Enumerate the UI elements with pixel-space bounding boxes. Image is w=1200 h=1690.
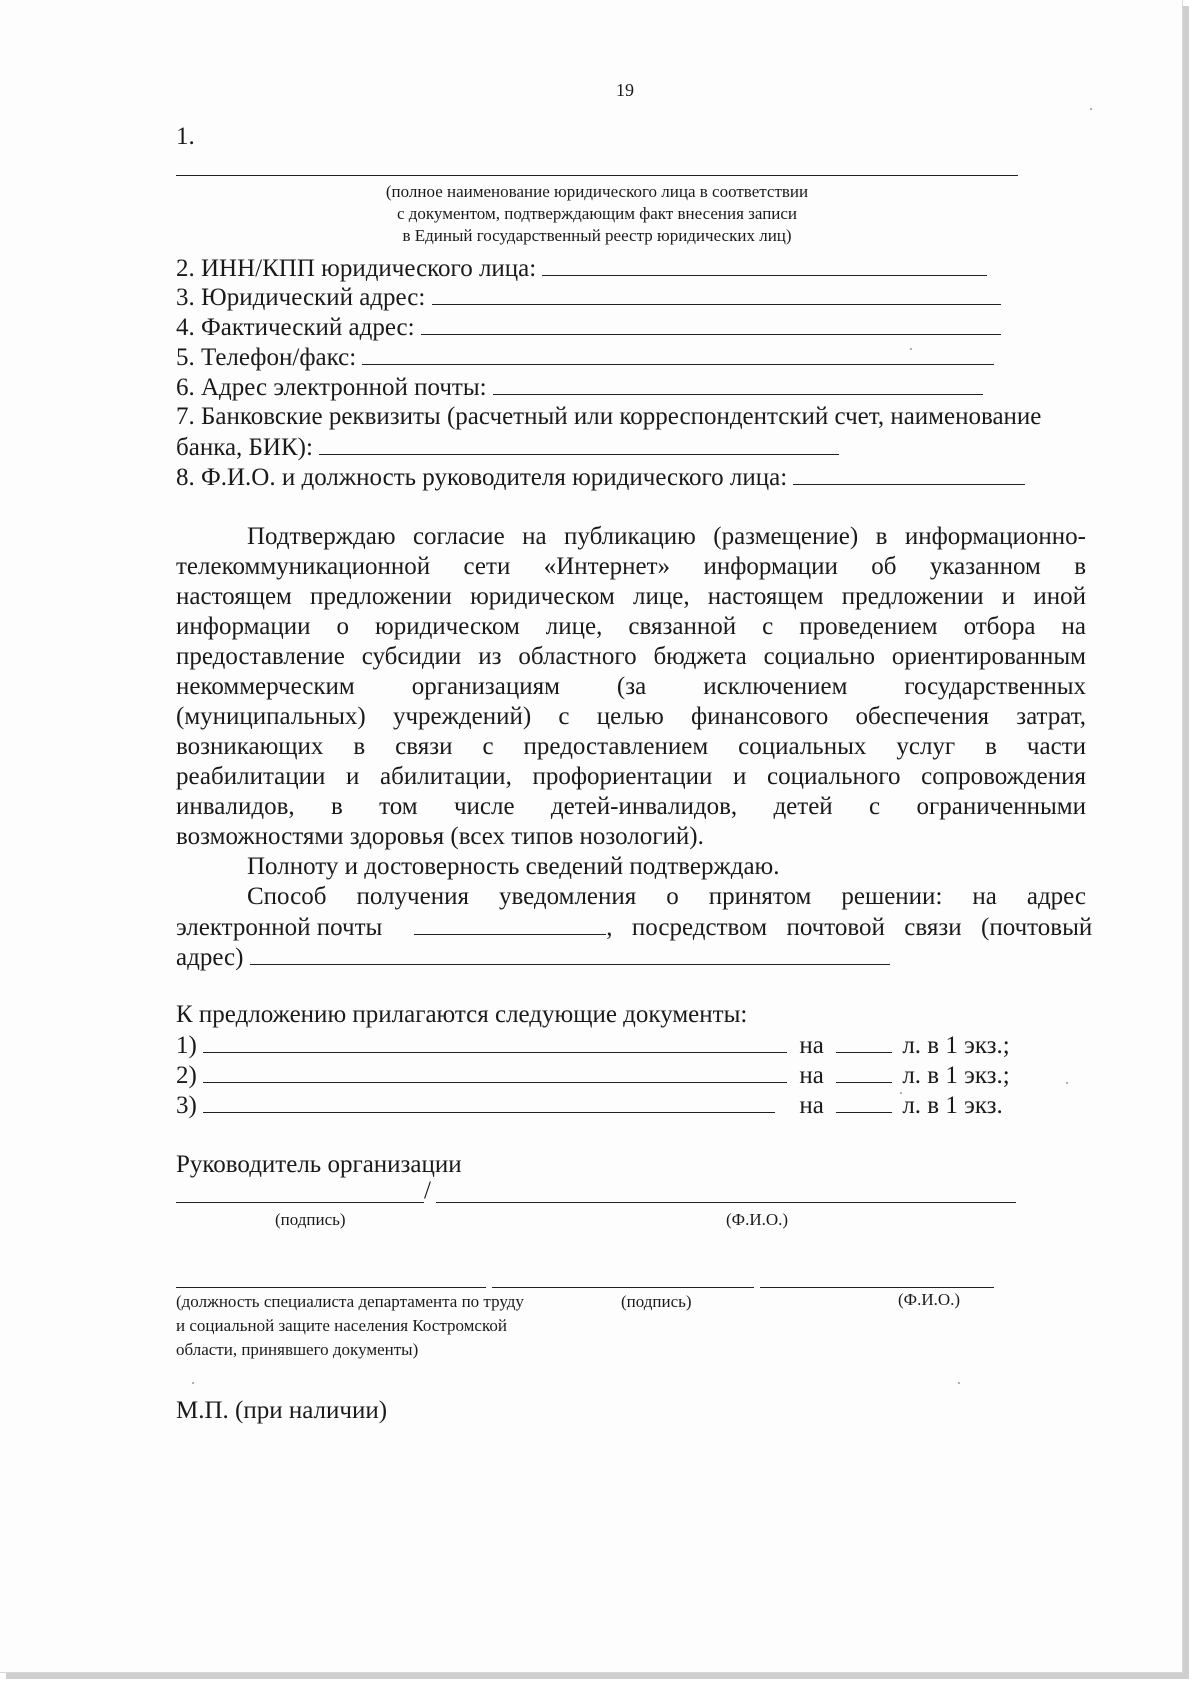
consent-line: настоящем предложении юридическом лице, настоящем предложении и иной (176, 583, 1086, 610)
consent-line-last: возможностями здоровья (всех типов нозологий). (176, 823, 704, 850)
scan-speck (900, 1092, 902, 1094)
consent-line: телекоммуникационной сети «Интернет» информации об указанном в (176, 553, 1086, 580)
attachments-heading: К предложению прилагаются следующие документы: (176, 1001, 748, 1028)
attachment-tail: л. в 1 экз. (902, 1092, 1003, 1119)
scan-speck (1090, 108, 1092, 110)
field-email (176, 372, 983, 403)
specialist-fio-caption: (Ф.И.О.) (898, 1290, 961, 1309)
notify-post-text: , посредством почтовой связи (почтовый (606, 914, 1093, 941)
consent-paragraph (176, 522, 1086, 912)
attachment-number: 1) (176, 1032, 197, 1059)
head-fio-input-line[interactable] (793, 462, 1025, 485)
field-bank-bik (176, 432, 839, 463)
bank-details-input-line[interactable] (319, 432, 839, 455)
field-legal-address (176, 282, 1001, 313)
signature-slash: / (424, 1177, 431, 1204)
field-actual-address (176, 312, 1001, 343)
org-name-caption-3: в Единый государственный реестр юридических лиц) (402, 226, 792, 245)
signature-heading: Руководитель организации (176, 1151, 462, 1178)
attachment-item (176, 1030, 1010, 1061)
specialist-sign-caption: (подпись) (621, 1292, 692, 1311)
page-number: 19 (616, 80, 634, 100)
notify-address-input-line[interactable] (250, 942, 890, 965)
attachment-na: на (799, 1092, 824, 1119)
phone-fax-input-line[interactable] (362, 342, 994, 365)
field-inn-kpp (176, 253, 987, 284)
notify-line-1: Способ получения уведомления о принятом решении: на адрес (247, 883, 1086, 910)
scan-speck (910, 348, 912, 350)
attachment-na: на (799, 1032, 824, 1059)
attachment-name-line[interactable] (203, 1090, 775, 1113)
field-head-fio-label: 8. Ф.И.О. и должность руководителя юридического лица: (176, 464, 788, 491)
field-head-fio (176, 462, 1025, 493)
section-1-number: 1. (176, 123, 195, 150)
attachment-na: на (799, 1062, 824, 1089)
notify-address-label: адрес) (176, 944, 244, 971)
actual-address-input-line[interactable] (421, 312, 1001, 335)
scan-speck (192, 1382, 194, 1384)
scan-speck (1066, 1082, 1068, 1084)
org-name-caption-2: с документом, подтверждающим факт внесения записи (396, 204, 798, 223)
head-fio-caption: (Ф.И.О.) (726, 1210, 789, 1229)
field-email-label: 6. Адрес электронной почты: (176, 374, 487, 401)
consent-line: некоммерческим организациям (за исключением государственных (176, 673, 1086, 700)
confirm-statement: Полноту и достоверность сведений подтверждаю. (247, 853, 780, 880)
inn-kpp-input-line[interactable] (542, 253, 987, 276)
specialist-caption-3: области, принявшего документы) (176, 1340, 419, 1359)
attachment-pages-line[interactable] (836, 1060, 892, 1083)
field-legal-address-label: 3. Юридический адрес: (176, 284, 426, 311)
attachment-tail: л. в 1 экз.; (902, 1032, 1010, 1059)
stamp-label: М.П. (при наличии) (176, 1397, 388, 1424)
consent-line: (муниципальных) учреждений) с целью финансового обеспечения затрат, (176, 703, 1086, 730)
email-input-line[interactable] (493, 372, 983, 395)
specialist-position-line[interactable] (176, 1287, 486, 1288)
field-phone-fax-label: 5. Телефон/факс: (176, 344, 357, 371)
head-fio-line[interactable] (436, 1202, 1016, 1203)
consent-line: предоставление субсидии из областного бюджета социально ориентированным (176, 643, 1086, 670)
notify-address-row (176, 942, 890, 973)
notify-email-label: электронной почты (176, 914, 383, 941)
field-actual-address-label: 4. Фактический адрес: (176, 314, 415, 341)
attachment-pages-line[interactable] (836, 1090, 892, 1113)
consent-line: Подтверждаю согласие на публикацию (размещение) в информационно- (247, 523, 1086, 550)
notify-email-row (176, 912, 1093, 943)
org-name-caption-1: (полное наименование юридического лица в соответствии (385, 182, 809, 201)
consent-line: реабилитации и абилитации, профориентации и социального сопровождения (176, 763, 1086, 790)
specialist-caption-1: (должность специалиста департамента по труду (176, 1292, 524, 1311)
specialist-sign-line[interactable] (492, 1287, 754, 1288)
attachment-name-line[interactable] (203, 1060, 787, 1083)
field-bank-bik-label: банка, БИК): (176, 434, 313, 461)
org-name-line (176, 175, 1018, 176)
consent-line: инвалидов, в том числе детей-инвалидов, детей с ограниченными (176, 793, 1086, 820)
attachment-name-line[interactable] (203, 1030, 787, 1053)
attachment-number: 2) (176, 1062, 197, 1089)
attachment-item (176, 1090, 1003, 1121)
specialist-caption-2: и социальной защите населения Костромской (176, 1316, 507, 1335)
notify-email-input-line[interactable] (414, 912, 606, 935)
legal-address-input-line[interactable] (432, 282, 1001, 305)
head-signature-line[interactable] (176, 1202, 424, 1203)
specialist-fio-line[interactable] (760, 1287, 994, 1288)
scan-speck (958, 1382, 960, 1384)
attachment-number: 3) (176, 1092, 197, 1119)
field-bank-details: 7. Банковские реквизиты (расчетный или корреспондентский счет, наименование (176, 403, 1042, 430)
attachment-pages-line[interactable] (836, 1030, 892, 1053)
attachment-item (176, 1060, 1010, 1091)
field-phone-fax (176, 342, 994, 373)
consent-line: возникающих в связи с предоставлением социальных услуг в части (176, 733, 1086, 760)
consent-line: информации о юридическом лице, связанной с проведением отбора на (176, 613, 1086, 640)
field-inn-kpp-label: 2. ИНН/КПП юридического лица: (176, 255, 537, 282)
head-sign-caption: (подпись) (275, 1210, 346, 1229)
attachment-tail: л. в 1 экз.; (902, 1062, 1010, 1089)
